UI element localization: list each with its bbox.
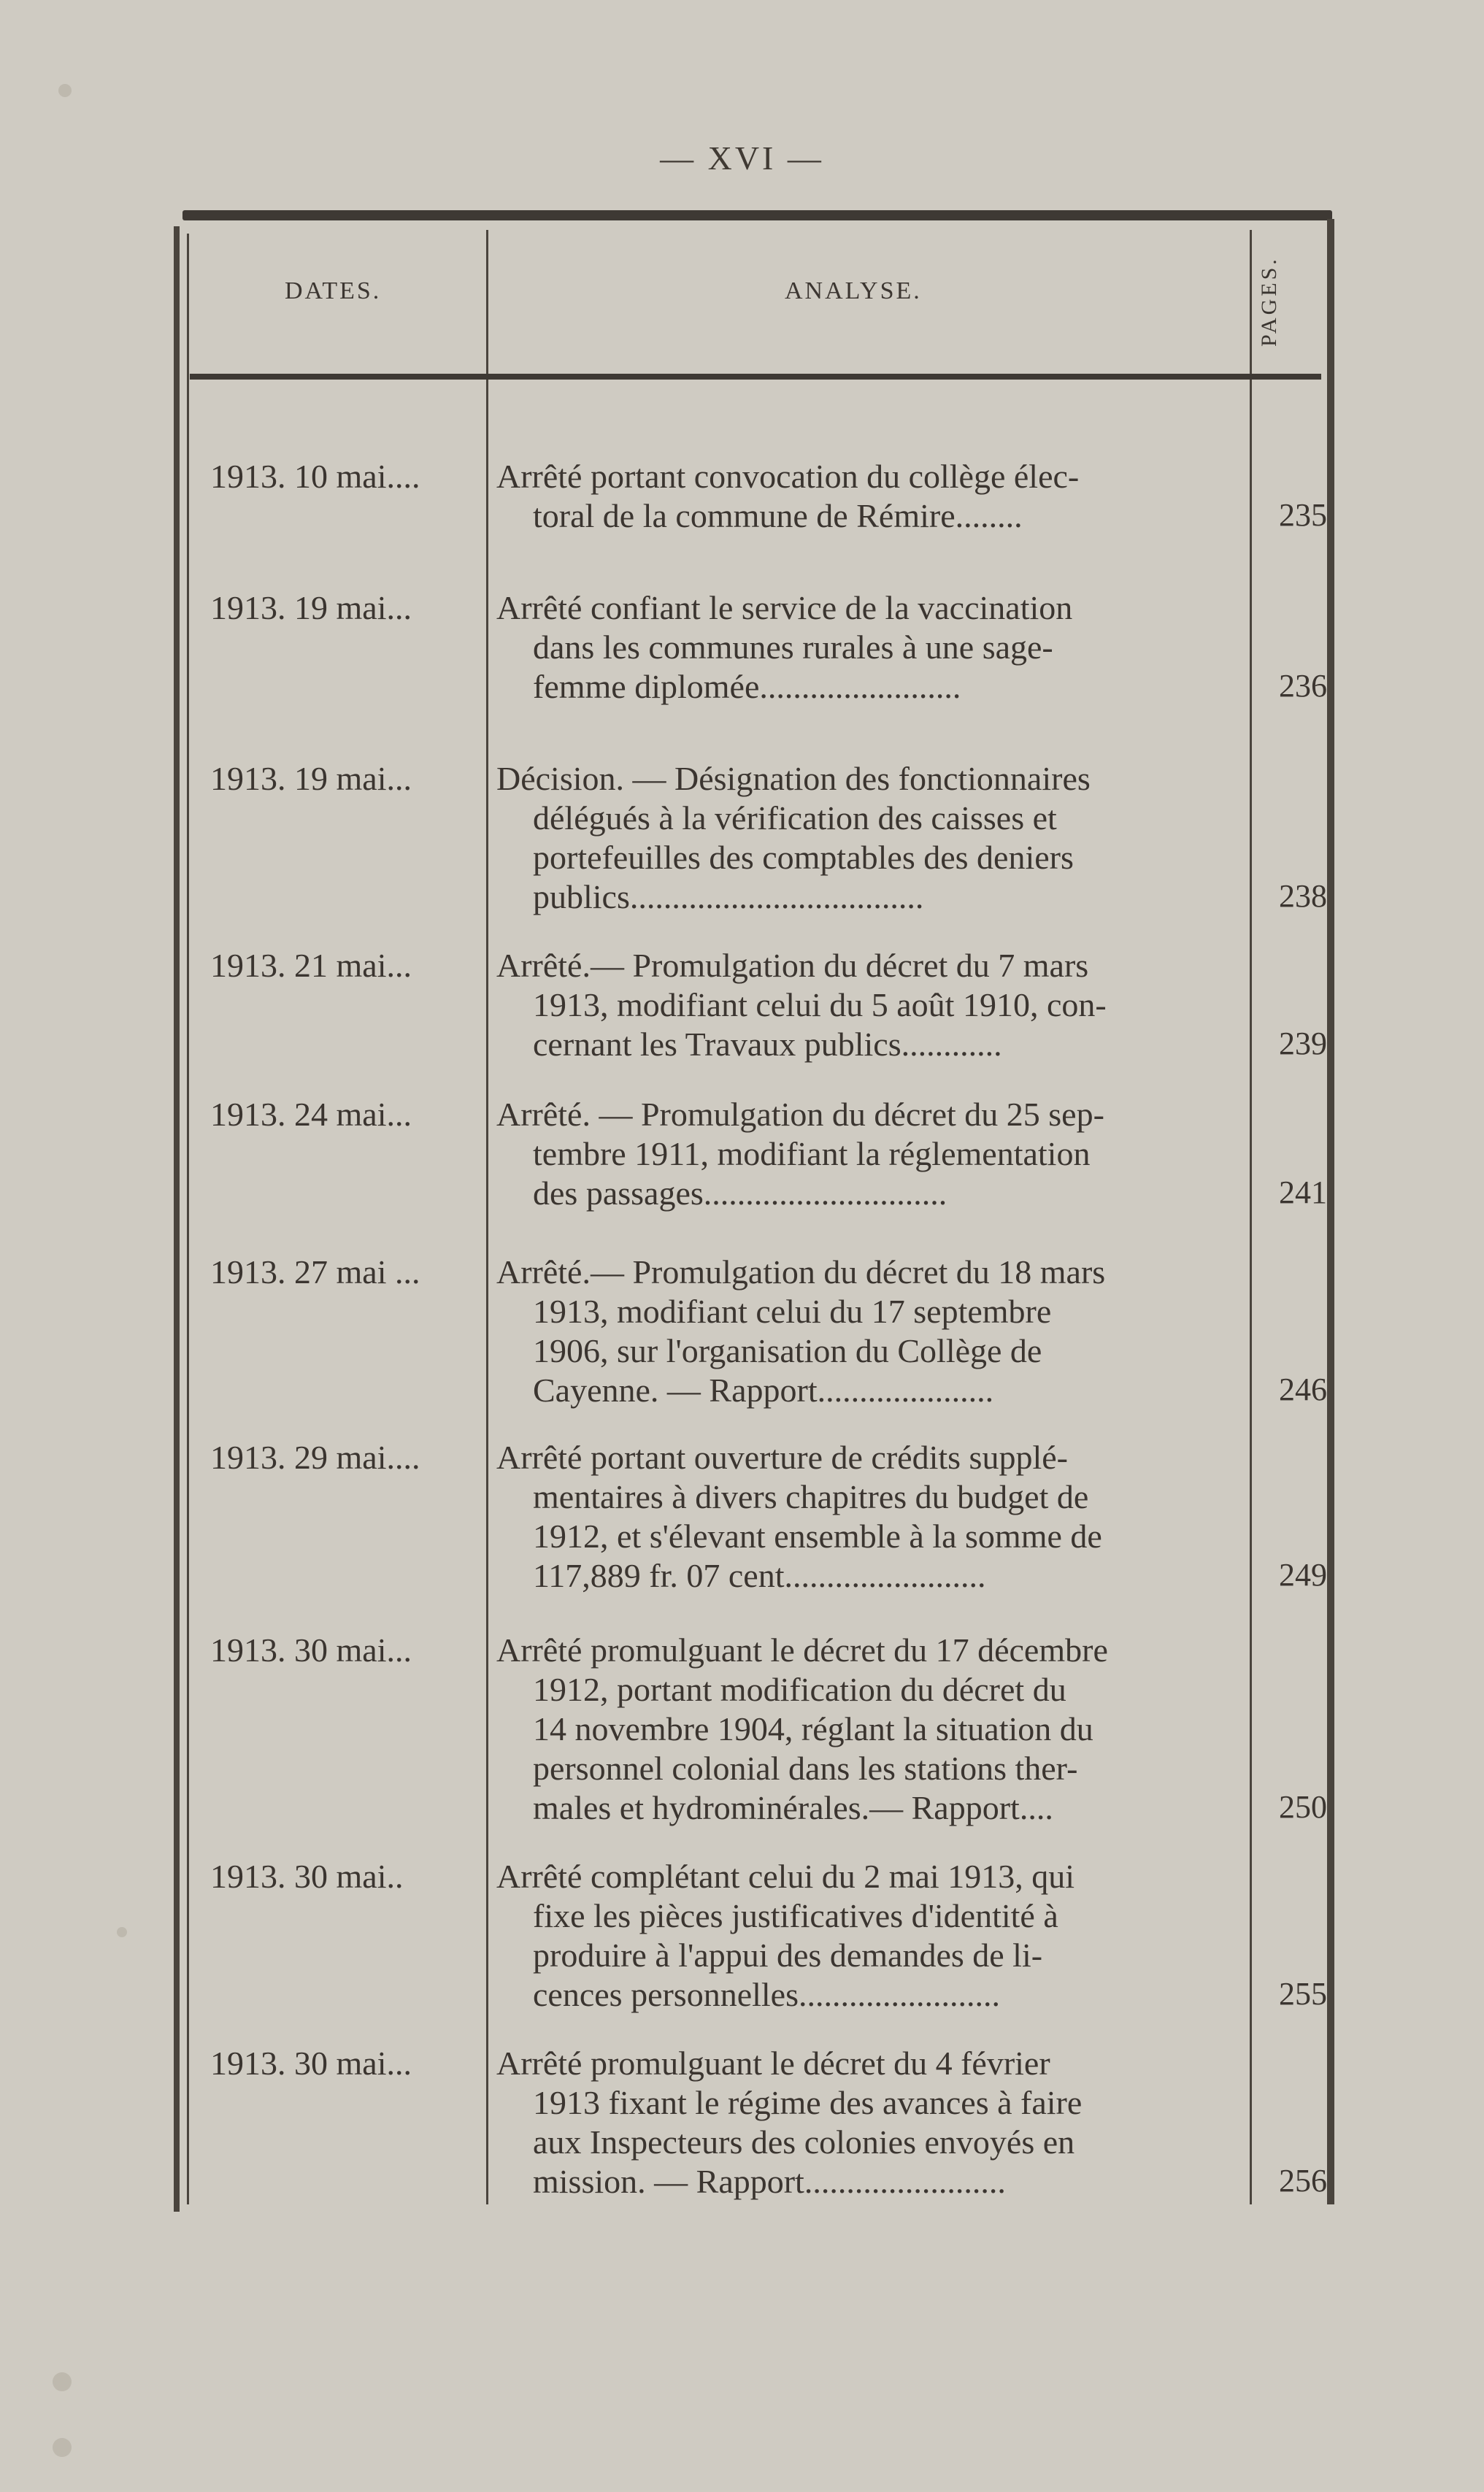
entry-line: Arrêté portant ouverture de crédits supplé- xyxy=(496,1439,1068,1476)
paper-stain xyxy=(53,2372,72,2391)
entry-line: portefeuilles des comptables des deniers xyxy=(533,839,1074,876)
paper-stain xyxy=(58,84,72,97)
entry-line: mentaires à divers chapitres du budget de xyxy=(533,1478,1089,1515)
dates-divider xyxy=(486,230,488,2204)
entry-line: publics................................... xyxy=(533,878,924,915)
entry-line: Arrêté promulguant le décret du 17 décembre xyxy=(496,1631,1108,1669)
entry-date: 1913. 10 mai.... xyxy=(210,458,420,495)
entry-page: 238 xyxy=(1279,878,1327,914)
entry-date: 1913. 19 mai... xyxy=(210,589,412,626)
header-analyse: ANALYSE. xyxy=(785,277,922,304)
entry-date: 1913. 24 mai... xyxy=(210,1096,412,1133)
entry-line: 1913, modifiant celui du 17 septembre xyxy=(533,1293,1052,1330)
right-border xyxy=(1327,219,1334,2204)
entry-line: 1912, et s'élevant ensemble à la somme de xyxy=(533,1518,1102,1555)
entry-text xyxy=(496,457,1241,536)
entry-line: femme diplomée........................ xyxy=(533,668,961,705)
entry-line: Arrêté confiant le service de la vaccination xyxy=(496,589,1073,626)
entry-date: 1913. 27 mai ... xyxy=(210,1253,420,1291)
header-dates: DATES. xyxy=(285,277,382,304)
entry-line: aux Inspecteurs des colonies envoyés en xyxy=(533,2123,1075,2161)
entry-text xyxy=(496,759,1241,917)
entry-line: Arrêté.— Promulgation du décret du 18 mars xyxy=(496,1253,1106,1291)
entry-text xyxy=(496,1438,1241,1596)
left-border xyxy=(174,226,180,2212)
entry-line: produire à l'appui des demandes de li- xyxy=(533,1937,1043,1974)
paper-stain xyxy=(117,1927,127,1937)
entry-date: 1913. 30 mai... xyxy=(210,2045,412,2082)
entry-line: 1913 fixant le régime des avances à faire xyxy=(533,2084,1083,2121)
entry-text xyxy=(496,1253,1241,1410)
entry-page: 250 xyxy=(1279,1789,1327,1825)
entry-line: dans les communes rurales à une sage- xyxy=(533,628,1053,666)
entry-line: délégués à la vérification des caisses et xyxy=(533,799,1057,837)
pages-divider xyxy=(1250,230,1252,2204)
entry-line: 1906, sur l'organisation du Collège de xyxy=(533,1332,1042,1369)
entry-page: 241 xyxy=(1279,1174,1327,1210)
entry-line: males et hydrominérales.— Rapport.... xyxy=(533,1789,1053,1826)
entry-line: tembre 1911, modifiant la réglementation xyxy=(533,1135,1091,1172)
entry-page: 239 xyxy=(1279,1026,1327,1061)
entry-date: 1913. 30 mai.. xyxy=(210,1858,404,1895)
entry-page: 235 xyxy=(1279,497,1327,533)
entry-line: fixe les pièces justificatives d'identité à xyxy=(533,1897,1058,1934)
header-rule xyxy=(190,374,1321,380)
entry-text xyxy=(496,1631,1241,1828)
entry-page: 249 xyxy=(1279,1557,1327,1593)
entry-line: Arrêté portant convocation du collège élec- xyxy=(496,458,1080,495)
entry-line: cernant les Travaux publics............ xyxy=(533,1026,1002,1063)
entry-page: 236 xyxy=(1279,668,1327,704)
entry-page: 255 xyxy=(1279,1976,1327,2012)
entry-page: 246 xyxy=(1279,1372,1327,1407)
entry-text xyxy=(496,946,1241,1064)
entry-line: 14 novembre 1904, réglant la situation du xyxy=(533,1710,1093,1747)
entry-line: Cayenne. — Rapport..................... xyxy=(533,1372,994,1409)
entry-line: 1913, modifiant celui du 5 août 1910, con- xyxy=(533,986,1107,1023)
entry-text xyxy=(496,588,1241,707)
entry-line: Arrêté.— Promulgation du décret du 7 mars xyxy=(496,947,1089,984)
top-rule xyxy=(182,210,1332,220)
entry-line: Décision. — Désignation des fonctionnaires xyxy=(496,760,1091,797)
entry-line: des passages............................. xyxy=(533,1174,947,1212)
header-pages: PAGES. xyxy=(1257,256,1281,347)
entry-line: Arrêté promulguant le décret du 4 février xyxy=(496,2045,1050,2082)
entry-line: cences personnelles........................ xyxy=(533,1976,1001,2013)
entry-page: 256 xyxy=(1279,2163,1327,2199)
entry-line: mission. — Rapport........................ xyxy=(533,2163,1006,2200)
entry-date: 1913. 30 mai... xyxy=(210,1631,412,1669)
entry-line: 1912, portant modification du décret du xyxy=(533,1671,1066,1708)
left-inner-border xyxy=(187,234,189,2204)
entry-date: 1913. 19 mai... xyxy=(210,760,412,797)
entry-text xyxy=(496,2044,1241,2201)
entry-date: 1913. 29 mai.... xyxy=(210,1439,420,1476)
entry-date: 1913. 21 mai... xyxy=(210,947,412,984)
entry-text xyxy=(496,1095,1241,1213)
entry-line: Arrêté complétant celui du 2 mai 1913, qui xyxy=(496,1858,1074,1895)
entry-text xyxy=(496,1857,1241,2015)
paper-stain xyxy=(53,2438,72,2457)
entry-line: toral de la commune de Rémire........ xyxy=(533,497,1023,534)
page-number: — XVI — xyxy=(660,139,824,177)
entry-line: Arrêté. — Promulgation du décret du 25 sep- xyxy=(496,1096,1104,1133)
entry-line: 117,889 fr. 07 cent........................ xyxy=(533,1557,986,1594)
entry-line: personnel colonial dans les stations ther- xyxy=(533,1750,1078,1787)
